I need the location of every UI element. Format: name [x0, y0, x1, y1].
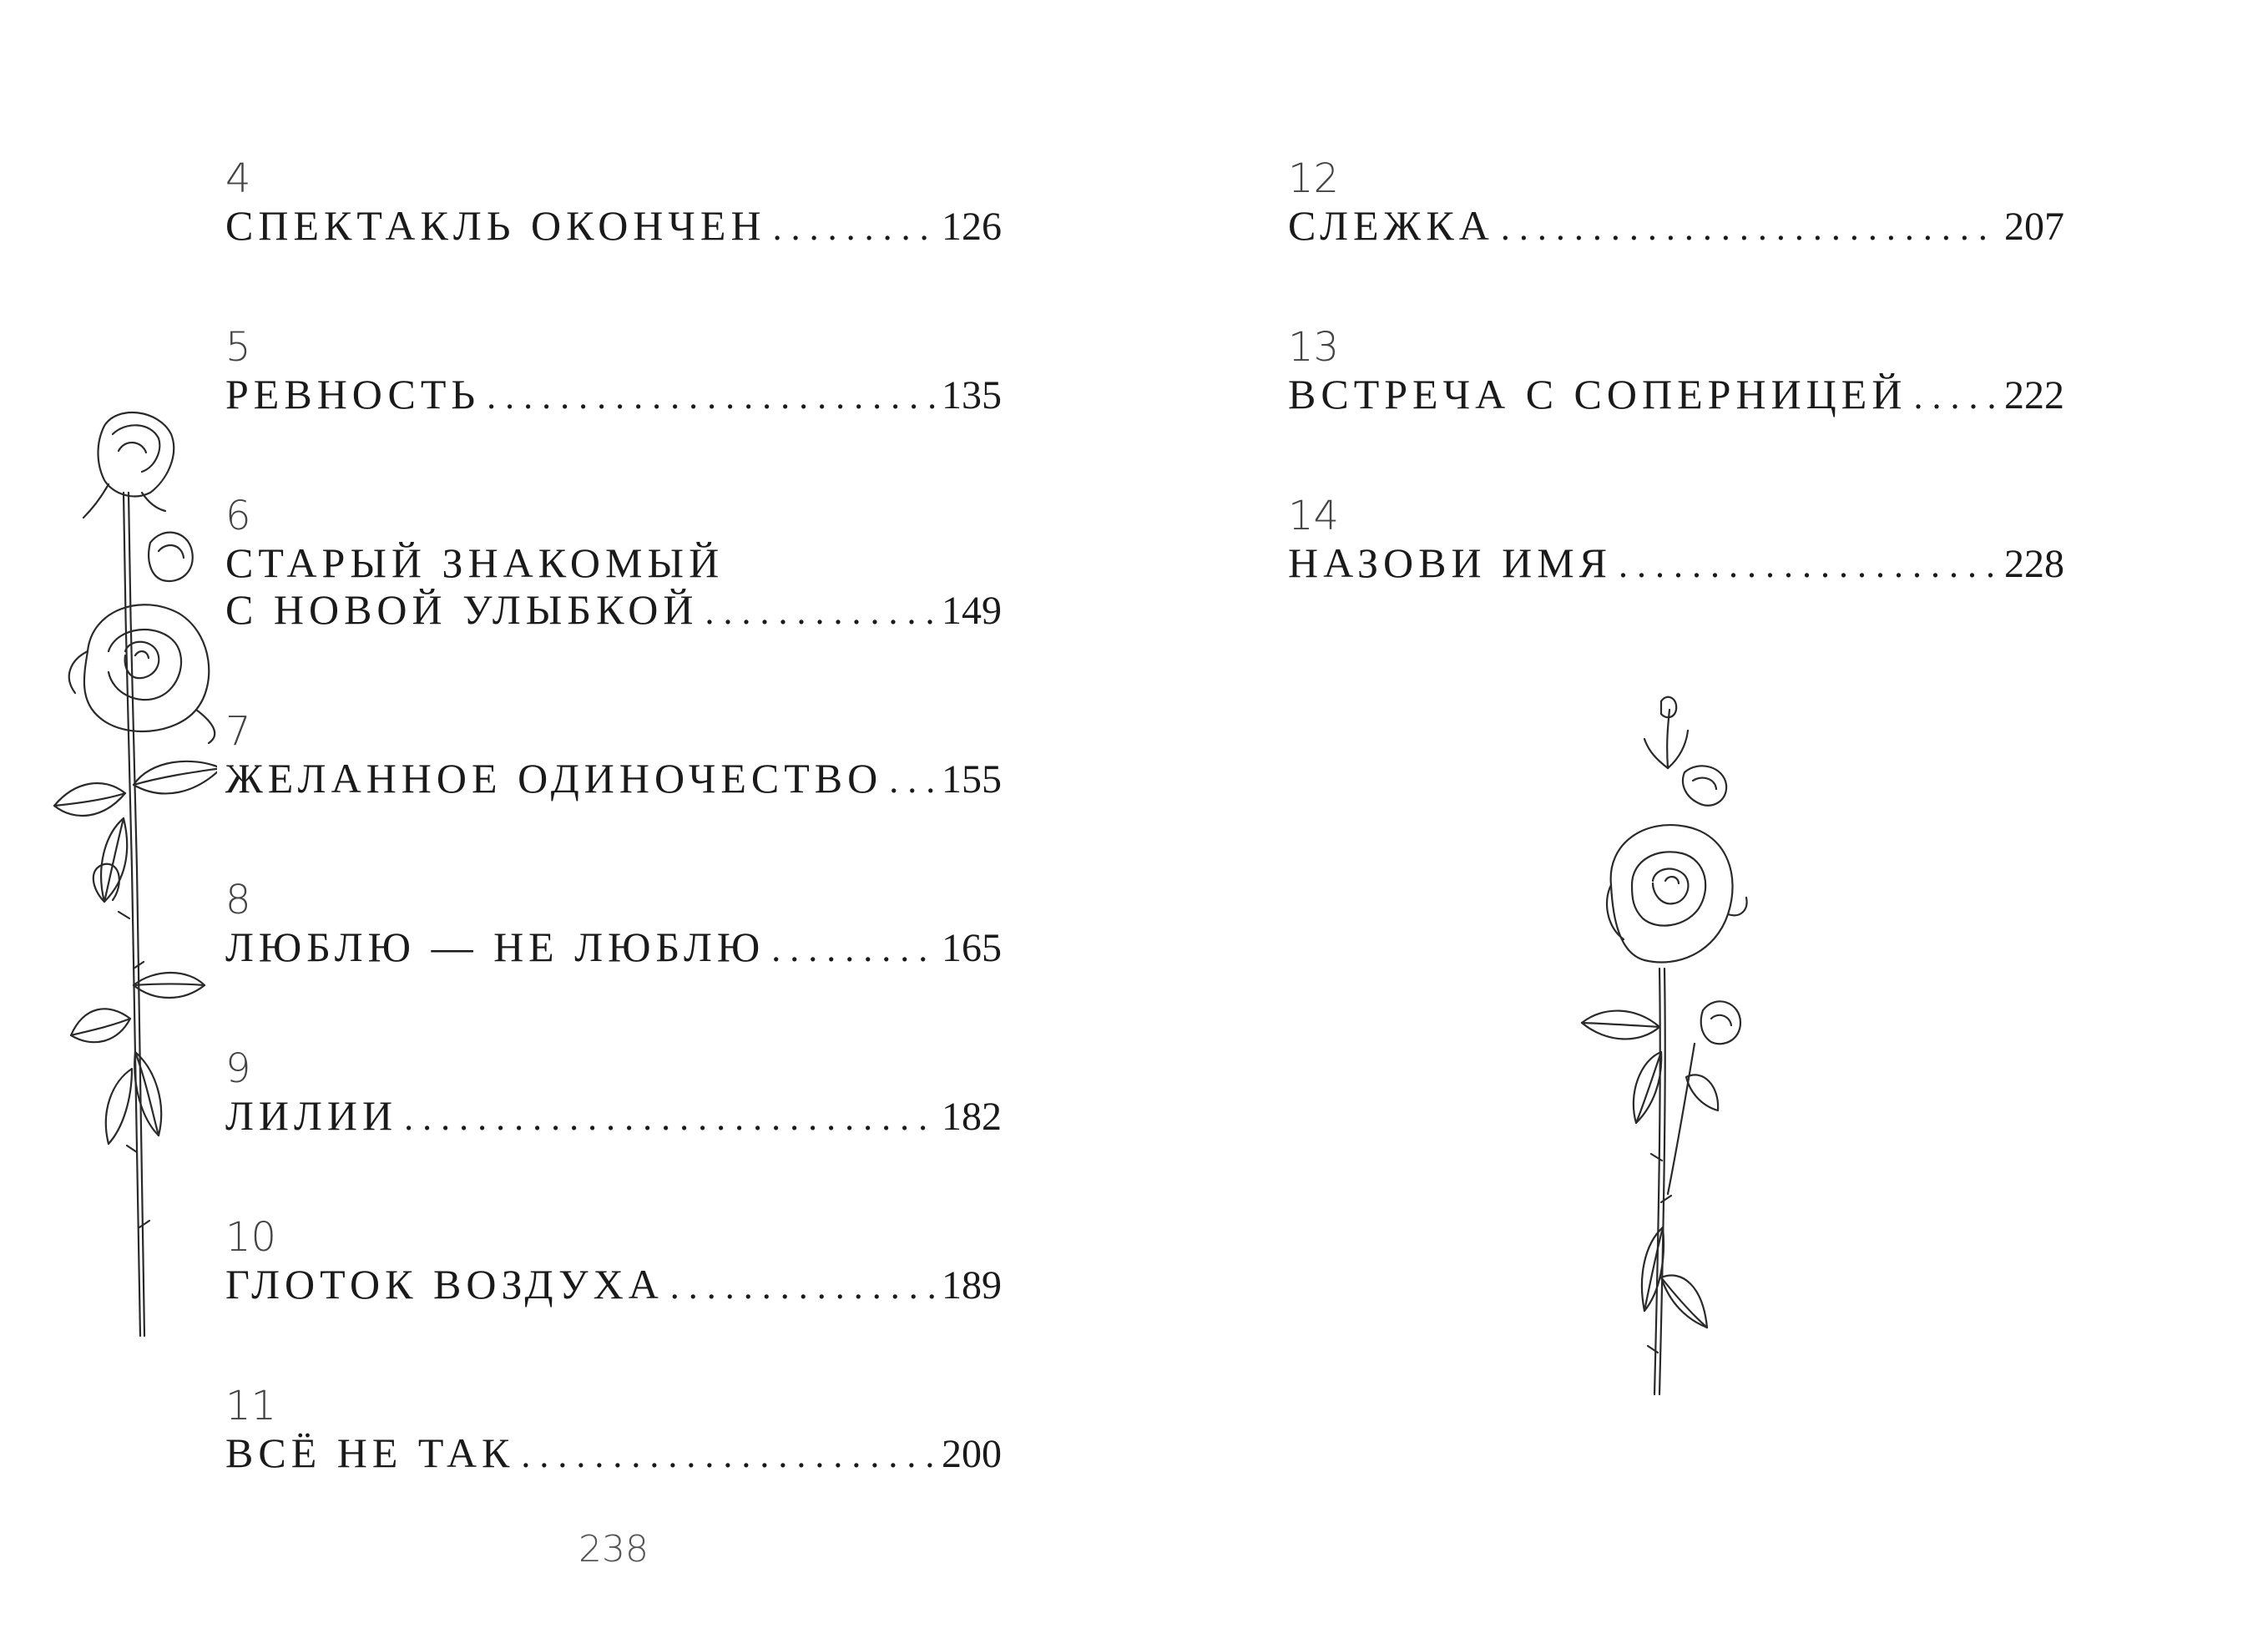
chapter-title: РЕВНОСТЬ [225, 371, 481, 417]
chapter-number: 13 [1288, 324, 1340, 371]
chapter-title-line [225, 202, 1002, 251]
page-number: 165 [942, 926, 1002, 970]
chapter-title: ВСТРЕЧА С СОПЕРНИЦЕЙ [1288, 371, 1907, 417]
page-folio: 238 [578, 1528, 649, 1571]
page-number: 135 [942, 373, 1002, 417]
chapter-title-line [1288, 539, 2064, 589]
chapter-number: 4 [225, 155, 251, 202]
chapter-title-line [225, 1092, 1002, 1141]
chapter-number: 8 [225, 877, 251, 923]
dot-leader [521, 1432, 935, 1479]
page-number: 228 [2004, 542, 2064, 586]
page-number: 149 [942, 589, 1002, 633]
chapter-title: С НОВОЙ УЛЫБКОЙ [225, 586, 699, 633]
page-number: 126 [942, 205, 1002, 249]
rose-right-illustration [1561, 693, 1761, 1403]
chapter-number: 10 [225, 1214, 277, 1261]
chapter-title: ВСЁ НЕ ТАК [225, 1429, 515, 1476]
chapter-title: СПЕКТАКЛЬ ОКОНЧЕН [225, 202, 766, 249]
chapter-title: НАЗОВИ ИМЯ [1288, 539, 1613, 586]
chapter-title: ГЛОТОК ВОЗДУХА [225, 1261, 664, 1308]
chapter-title-line [225, 539, 1002, 586]
chapter-title-line [1288, 371, 2064, 420]
chapter-title-line [1288, 202, 2064, 251]
dot-leader [771, 926, 935, 973]
dot-leader [705, 589, 935, 635]
chapter-title: ЛЮБЛЮ — НЕ ЛЮБЛЮ [225, 923, 765, 970]
page-number: 189 [942, 1263, 1002, 1308]
rose-left-illustration [25, 401, 217, 1344]
chapter-title-line [225, 923, 1002, 973]
chapter-number: 12 [1288, 155, 1340, 202]
page-number: 182 [942, 1095, 1002, 1139]
chapter-title: СТАРЫЙ ЗНАКОМЫЙ [225, 539, 725, 586]
dot-leader [1501, 205, 1998, 251]
chapter-title: ЖЕЛАННОЕ ОДИНОЧЕСТВО [225, 755, 883, 802]
page-number: 155 [942, 757, 1002, 802]
chapter-number: 11 [225, 1383, 277, 1429]
chapter-number: 5 [225, 324, 251, 371]
page-number: 207 [2004, 205, 2064, 249]
chapter-title: СЛЕЖКА [1288, 202, 1494, 249]
chapter-number: 14 [1288, 493, 1340, 539]
chapter-title: ЛИЛИИ [225, 1092, 398, 1139]
chapter-title-line [225, 586, 1002, 635]
chapter-number: 7 [225, 708, 251, 755]
dot-leader [1913, 373, 1998, 420]
chapter-number: 6 [225, 493, 251, 539]
dot-leader [773, 205, 935, 251]
page-number: 222 [2004, 373, 2064, 417]
chapter-number: 9 [225, 1045, 251, 1092]
dot-leader [487, 373, 935, 420]
dot-leader [670, 1263, 935, 1310]
dot-leader [1619, 542, 1998, 589]
chapter-title-line [225, 1429, 1002, 1479]
page-number: 200 [942, 1432, 1002, 1476]
chapter-title-line [225, 755, 1002, 804]
chapter-title-line [225, 371, 1002, 420]
dot-leader [404, 1095, 935, 1141]
dot-leader [889, 757, 935, 804]
chapter-title-line [225, 1261, 1002, 1310]
